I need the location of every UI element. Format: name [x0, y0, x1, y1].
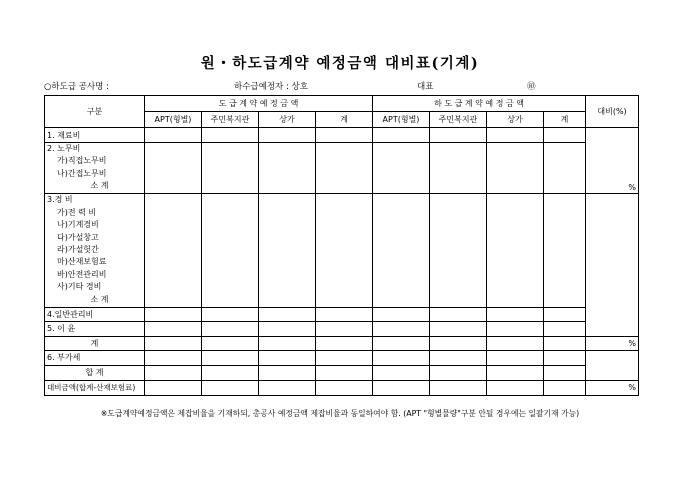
- header-gubun: 구분: [45, 96, 145, 128]
- row-label-comparison: 대비금액(합계-산재보험료): [45, 380, 145, 395]
- labor-indirect: 나)간접노무비: [57, 168, 107, 178]
- expense-other: 사)기타 경비: [57, 282, 102, 292]
- subheader-shop: 상가: [487, 112, 544, 128]
- labor-subtotal: 소 계: [90, 181, 109, 191]
- comparison-percent: %: [586, 380, 639, 395]
- subheader-total: 계: [316, 112, 373, 128]
- row-label-grand-total: 합 계: [45, 365, 145, 380]
- row-label-expense: [45, 193, 145, 307]
- subheader-apt: APT(형별): [145, 112, 202, 128]
- representative-label: 대표: [417, 82, 434, 92]
- row-label-material: 1. 재료비: [45, 128, 145, 143]
- expense-safety: 바)안전관리비: [57, 269, 107, 279]
- row-label-labor: [45, 143, 145, 194]
- expense-warehouse: 다)가설창고: [57, 232, 99, 242]
- expense-machine: 나)기계경비: [57, 220, 99, 230]
- footnote: ※도급계약예정금액은 제잡비율을 기재하되, 총공사 예정금액 제잡비율과 동일하여야 함. (APT "형별물량"구분 안될 경우에는 일괄기재 가능): [100, 409, 580, 418]
- row-label-total: 계: [45, 336, 145, 350]
- expense-subtotal: 소 계: [90, 294, 109, 304]
- page-title: 원・하도급계약 예정금액 대비표(기계): [200, 55, 480, 72]
- expense-insurance: 마)산재보험료: [57, 257, 107, 267]
- expense-heading: 3.경 비: [47, 195, 73, 205]
- header-subcontract: 하 도 급 계 약 예 정 금 액: [373, 96, 586, 112]
- expense-power: 가)전 력 비: [57, 207, 97, 217]
- total-percent: %: [586, 336, 639, 350]
- labor-direct: 가)직접노무비: [57, 156, 107, 166]
- subheader-welfare: 주민복지관: [202, 112, 259, 128]
- ratio-percent: %: [586, 128, 639, 194]
- subheader-total: 계: [544, 112, 586, 128]
- expense-shed: 라)가설헛간: [57, 244, 99, 254]
- subheader-shop: 상가: [259, 112, 316, 128]
- header-ratio: 대비(%): [586, 96, 639, 128]
- subcontractor-label: 하수급예정자 : 상호: [234, 82, 308, 92]
- header-main-contract: 도 급 계 약 예 정 금 액: [145, 96, 373, 112]
- comparison-table: [44, 95, 639, 396]
- seal-icon: ㊞: [527, 82, 536, 92]
- row-label-vat: 6. 부가세: [45, 350, 145, 365]
- row-label-general-admin: 4.일반관리비: [45, 307, 145, 321]
- subheader-welfare: 주민복지관: [430, 112, 487, 128]
- subheader-apt: APT(형별): [373, 112, 430, 128]
- project-name-label: ○하도급 공사명 :: [44, 82, 109, 92]
- labor-heading: 2. 노무비: [47, 144, 81, 153]
- row-label-profit: 5. 이 윤: [45, 321, 145, 336]
